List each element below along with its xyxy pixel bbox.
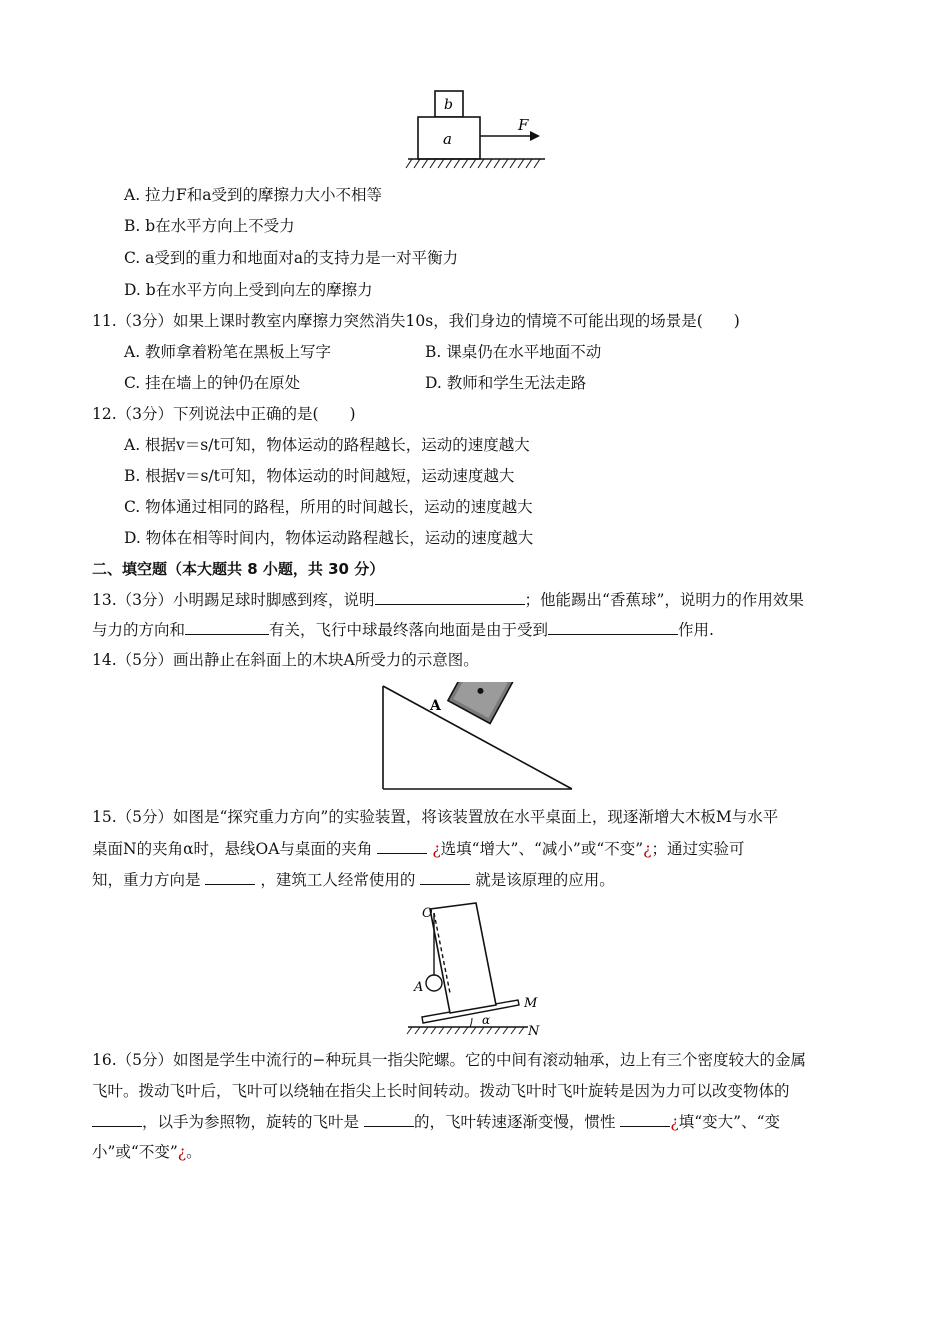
- q15-line-1: 15.（5分）如图是“探究重力方向”的实验装置，将该装置放在水平桌面上，现逐渐增大木板M与水平: [92, 808, 779, 826]
- q15-blank-3[interactable]: [420, 868, 470, 885]
- q16-line-2: 飞叶。拨动飞叶后，飞叶可以绕轴在指尖上长时间转动。拨动飞叶时飞叶旋转是因为力可以改变物体的: [92, 1082, 790, 1100]
- q12-stem: 12.（3分）下列说法中正确的是( ): [92, 405, 356, 423]
- q10-figure: [400, 88, 550, 170]
- q15-figure: [400, 897, 550, 1039]
- q16-blank-1[interactable]: [92, 1110, 142, 1127]
- label-A: A: [430, 698, 441, 714]
- q10-option-c: C. a受到的重力和地面对a的支持力是一对平衡力: [124, 249, 459, 267]
- q13-text-2: ；他能踢出“香蕉球”，说明力的作用效果: [524, 591, 804, 609]
- q15-blank-2[interactable]: [205, 868, 255, 885]
- label-a: a: [443, 130, 452, 148]
- pendulum-ball: [426, 975, 442, 991]
- q15-line-3: [92, 868, 615, 891]
- q11-option-d: D. 教师和学生无法走路: [425, 374, 587, 392]
- q15-text-3c: 就是该原理的应用。: [475, 871, 615, 889]
- q16-line-1: 16.（5分）如图是学生中流行的−种玩具一指尖陀螺。它的中间有滚动轴承，边上有三个密度较大的金属: [92, 1051, 807, 1069]
- q15-mark-1: ¿: [432, 840, 441, 858]
- q16-line-3: [92, 1110, 780, 1133]
- q12-option-a: A. 根据v＝s/t可知，物体运动的路程越长，运动的速度越大: [124, 436, 530, 454]
- label-F: F: [518, 116, 529, 134]
- q16-text-4a: 小”或“不变”: [92, 1143, 178, 1161]
- q16-text-3a: ，以手为参照物，旋转的飞叶是: [142, 1113, 360, 1131]
- q15-mark-2: ¿: [643, 840, 652, 858]
- q16-text-3d: 填“变大”、“变: [678, 1113, 780, 1131]
- angle-arc: [470, 1018, 472, 1027]
- section-heading: 二、填空题（本大题共 8 小题，共 30 分）: [92, 560, 385, 578]
- upright-frame: [430, 903, 496, 1013]
- q10-option-d: D. b在水平方向上受到向左的摩擦力: [124, 281, 373, 299]
- label-A-15: A: [414, 980, 424, 995]
- q16-mark-2: ¿: [177, 1143, 187, 1161]
- q12-option-b: B. 根据v＝s/t可知，物体运动的时间越短，运动速度越大: [124, 467, 515, 485]
- label-b: b: [444, 97, 453, 113]
- q11-option-c: C. 挂在墙上的钟仍在原处: [124, 374, 301, 392]
- q16-line-4: [92, 1141, 202, 1163]
- q14-figure: [375, 682, 580, 794]
- q11-stem: 11.（3分）如果上课时教室内摩擦力突然消失10s，我们身边的情境不可能出现的场景是( ): [92, 312, 740, 330]
- q15-text-3b: ，建筑工人经常使用的: [260, 871, 416, 889]
- block-A: [448, 682, 513, 723]
- q16-blank-2[interactable]: [364, 1110, 414, 1127]
- q12-option-d: D. 物体在相等时间内，物体运动路程越长，运动的速度越大: [124, 529, 534, 547]
- q15-text-3a: 知，重力方向是: [92, 871, 201, 889]
- q13-line-2: [92, 618, 714, 641]
- q15-line-2: [92, 837, 745, 860]
- q13-text-3: 与力的方向和: [92, 621, 186, 639]
- q16-text-3b: 的，飞叶转速逐渐变慢，惯性: [413, 1113, 616, 1131]
- q11-option-a: A. 教师拿着粉笔在黑板上写字: [124, 343, 332, 361]
- q13-text-5: 作用.: [678, 621, 714, 639]
- q16-text-4c: 。: [186, 1143, 202, 1161]
- q12-option-c: C. 物体通过相同的路程，所用的时间越长，运动的速度越大: [124, 498, 533, 516]
- q15-text-2c: 选填“增大”、“减小”或“不变”: [440, 840, 644, 858]
- q15-text-2a: 桌面N的夹角α时，悬线OA与桌面的夹角: [92, 840, 373, 858]
- label-O: O: [422, 906, 433, 921]
- q15-text-2e: ；通过实验可: [651, 840, 745, 858]
- q10-option-b: B. b在水平方向上不受力: [124, 217, 295, 235]
- q13-text-1: 13.（3分）小明踢足球时脚感到疼，说明: [92, 591, 375, 609]
- q10-option-a: A. 拉力F和a受到的摩擦力大小不相等: [124, 186, 383, 204]
- q13-blank-1[interactable]: [375, 588, 525, 605]
- arrow-head: [530, 131, 540, 141]
- q13-blank-2[interactable]: [185, 618, 269, 635]
- label-alpha: α: [482, 1013, 491, 1027]
- q15-blank-1[interactable]: [377, 837, 427, 854]
- q13-text-4: 有关，飞行中球最终落向地面是由于受到: [269, 621, 549, 639]
- q14-stem: 14.（5分）画出静止在斜面上的木块A所受力的示意图。: [92, 651, 479, 669]
- label-N: N: [528, 1024, 540, 1039]
- q16-mark-1: ¿: [670, 1113, 679, 1131]
- label-M: M: [524, 996, 538, 1011]
- q11-option-b: B. 课桌仍在水平地面不动: [425, 343, 602, 361]
- q16-blank-3[interactable]: [620, 1110, 670, 1127]
- q13-blank-3[interactable]: [548, 618, 678, 635]
- q13-line-1: [92, 588, 804, 611]
